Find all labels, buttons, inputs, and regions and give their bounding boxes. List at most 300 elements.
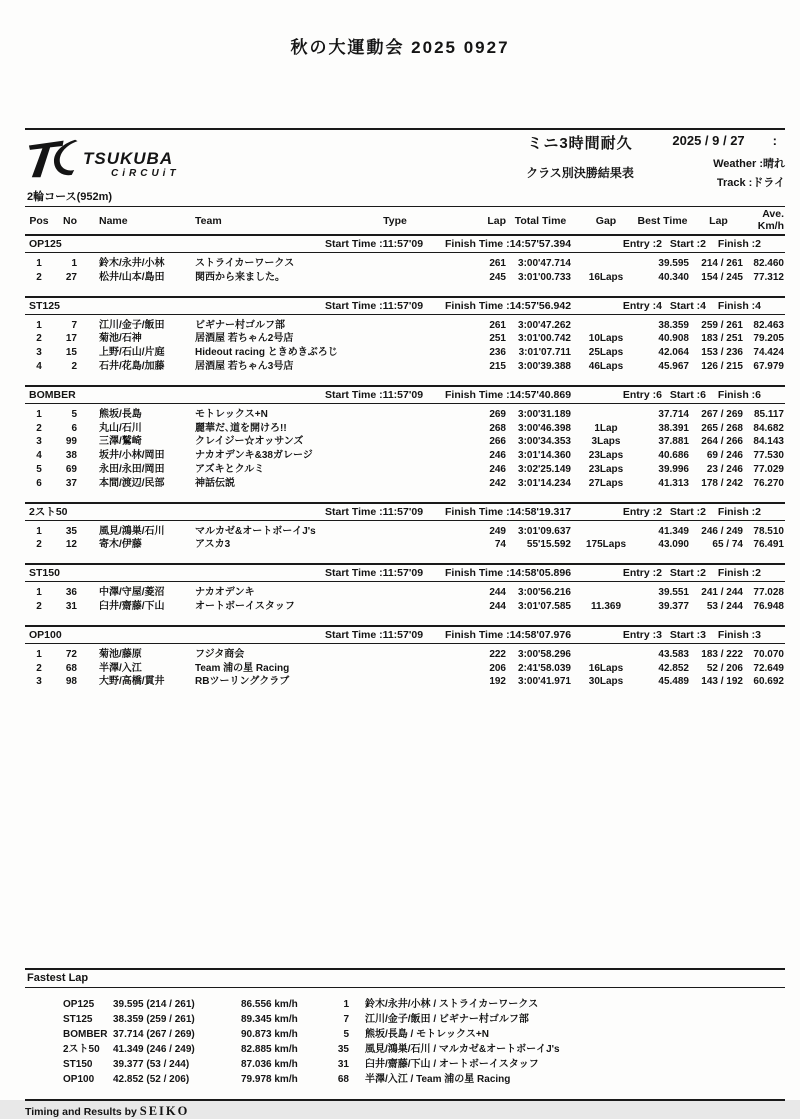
fl-class: 2スト50 — [63, 1044, 100, 1056]
cell-ave-kmh: 77.029 — [753, 463, 784, 475]
track-label: Track : — [716, 177, 753, 189]
col-best-time: Best Time — [637, 214, 688, 227]
cell-gap: 175Laps — [585, 539, 627, 551]
cell-pos: 1 — [36, 648, 42, 660]
cell-name: 寄木/伊藤 — [99, 539, 142, 551]
cell-best-lap: 153 / 236 — [701, 347, 743, 359]
entry-count: Entry :2 — [622, 505, 662, 518]
cell-pos: 2 — [36, 600, 42, 612]
cell-pos: 2 — [36, 271, 42, 283]
cell-type — [325, 319, 465, 333]
cell-ave-kmh: 82.463 — [753, 319, 784, 331]
cell-best-lap: 267 / 269 — [701, 408, 743, 420]
fl-entry: 鈴木/永井/小林 / ストライカーワークス — [365, 999, 539, 1011]
result-row — [25, 477, 785, 491]
cell-gap: 11.369 — [590, 600, 622, 612]
cell-ave-kmh: 76.270 — [753, 477, 784, 489]
cell-team: アスカ3 — [195, 539, 231, 551]
cell-lap: 222 — [489, 648, 506, 660]
cell-best-lap: 154 / 245 — [701, 271, 743, 283]
cell-type — [325, 422, 465, 436]
cell-no: 31 — [65, 600, 77, 612]
cell-type — [325, 449, 465, 463]
cell-no: 68 — [65, 662, 77, 674]
cell-lap: 246 — [489, 463, 506, 475]
cell-total-time: 3:01'09.637 — [518, 525, 571, 537]
class-name: OP100 — [29, 628, 62, 641]
cell-team: ナカオデンキ&38ガレージ — [195, 450, 313, 462]
cell-best-time: 43.090 — [658, 539, 689, 551]
cell-type — [325, 346, 465, 360]
cell-best-time: 43.583 — [658, 648, 689, 660]
start-time: Start Time :11:57'09 — [325, 628, 424, 641]
class-section-header — [25, 627, 785, 644]
weather-value: 晴れ — [763, 158, 785, 170]
cell-best-time: 39.551 — [658, 587, 689, 599]
cell-lap: 268 — [489, 422, 506, 434]
cell-best-time: 42.064 — [658, 347, 689, 359]
cell-type — [325, 648, 465, 662]
cell-type — [325, 662, 465, 676]
cell-gap: 25Laps — [588, 347, 624, 359]
start-count: Start :6 — [669, 388, 706, 401]
section-rows — [25, 521, 785, 564]
cell-name: 三澤/鷲崎 — [99, 436, 142, 448]
fl-entry: 風見/鴻巣/石川 / マルカゼ&オートボーイJ's — [365, 1044, 560, 1056]
class-section — [25, 296, 785, 385]
track-value: ドライ — [752, 177, 785, 189]
cell-gap: 16Laps — [588, 271, 624, 283]
cell-team: Hideout racing ときめきぶろじ — [195, 347, 338, 359]
class-section — [25, 385, 785, 502]
cell-no: 17 — [65, 333, 77, 345]
cell-total-time: 3:00'41.971 — [518, 676, 571, 688]
fl-entry: 半澤/入江 / Team 浦の星 Racing — [365, 1074, 511, 1086]
cell-name: 永田/永田/岡田 — [99, 463, 165, 475]
cell-best-time: 42.852 — [658, 662, 689, 674]
cell-total-time: 3:00'31.189 — [518, 408, 571, 420]
cell-lap: 244 — [489, 587, 506, 599]
fl-speed: 79.978 km/h — [241, 1074, 298, 1086]
fl-speed: 89.345 km/h — [241, 1014, 298, 1026]
col-name: Name — [99, 214, 128, 227]
fl-time: 38.359 (259 / 261) — [113, 1014, 195, 1026]
cell-total-time: 3:00'34.353 — [518, 436, 571, 448]
cell-name: 江川/金子/飯田 — [99, 319, 165, 331]
cell-ave-kmh: 84.143 — [753, 436, 784, 448]
fl-no: 68 — [337, 1074, 349, 1086]
cell-best-lap: 183 / 251 — [701, 333, 743, 345]
cell-gap: 23Laps — [588, 463, 624, 475]
result-row — [25, 463, 785, 477]
footer-text: Timing and Results by — [25, 1106, 140, 1119]
result-row — [25, 675, 785, 689]
cell-pos: 2 — [36, 333, 42, 345]
cell-pos: 3 — [36, 436, 42, 448]
tsukuba-circuit-logo-icon — [27, 137, 79, 184]
start-time: Start Time :11:57'09 — [325, 388, 424, 401]
cell-ave-kmh: 82.460 — [753, 258, 784, 269]
result-row — [25, 319, 785, 333]
cell-name: 松井/山本/島田 — [99, 271, 165, 283]
cell-team: マルカゼ&オートボーイJ's — [195, 525, 316, 537]
cell-ave-kmh: 77.530 — [753, 450, 784, 462]
cell-lap: 206 — [489, 662, 506, 674]
cell-team: RBツーリングクラブ — [195, 676, 290, 688]
cell-pos: 1 — [36, 587, 42, 599]
start-time: Start Time :11:57'09 — [325, 238, 424, 250]
fl-entry: 臼井/齋藤/下山 / オートボーイスタッフ — [365, 1059, 539, 1071]
cell-name: 半澤/入江 — [99, 662, 142, 674]
entry-count: Entry :2 — [622, 238, 662, 250]
col-no: No — [63, 214, 77, 227]
cell-lap: 245 — [489, 271, 506, 283]
cell-pos: 1 — [36, 258, 42, 269]
cell-best-time: 45.489 — [658, 676, 689, 688]
cell-no: 99 — [65, 436, 77, 448]
event-date: 2025 / 9 / 27 — [672, 133, 745, 148]
col-total-time: Total Time — [514, 214, 567, 227]
results-table-header — [25, 206, 785, 236]
cell-total-time: 3:00'58.296 — [518, 648, 571, 660]
cell-no: 36 — [65, 587, 77, 599]
cell-type — [325, 360, 465, 374]
finish-time: Finish Time :14:57'57.394 — [445, 238, 572, 250]
cell-type — [325, 477, 465, 491]
section-rows — [25, 644, 785, 700]
fastest-lap-row — [63, 1042, 785, 1057]
finish-time: Finish Time :14:58'19.317 — [445, 505, 572, 518]
cell-total-time: 3:00'56.216 — [518, 587, 571, 599]
finish-time: Finish Time :14:57'40.869 — [445, 388, 572, 401]
entry-count: Entry :2 — [622, 567, 662, 580]
cell-total-time: 3:00'46.398 — [518, 422, 571, 434]
fl-time: 41.349 (246 / 249) — [113, 1044, 195, 1056]
cell-best-lap: 53 / 244 — [706, 600, 743, 612]
fl-speed: 87.036 km/h — [241, 1059, 298, 1071]
cell-name: 臼井/齋藤/下山 — [99, 600, 165, 612]
fl-speed: 90.873 km/h — [241, 1029, 298, 1041]
cell-gap: 27Laps — [588, 477, 624, 489]
cell-total-time: 3:01'14.360 — [518, 450, 571, 462]
cell-no: 38 — [65, 450, 77, 462]
cell-no: 6 — [71, 422, 77, 434]
col-lap: Lap — [487, 214, 506, 227]
fl-time: 42.852 (52 / 206) — [113, 1074, 190, 1086]
start-count: Start :3 — [669, 628, 706, 641]
cell-best-lap: 23 / 246 — [706, 463, 743, 475]
document-content — [25, 128, 785, 1119]
cell-ave-kmh: 79.205 — [753, 333, 784, 345]
cell-lap: 74 — [494, 539, 506, 551]
section-rows — [25, 253, 785, 296]
cell-lap: 192 — [489, 676, 506, 688]
class-name: BOMBER — [29, 388, 76, 401]
cell-ave-kmh: 70.070 — [753, 648, 784, 660]
fl-class: OP100 — [63, 1074, 95, 1086]
fl-time: 39.377 (53 / 244) — [113, 1059, 190, 1071]
cell-best-lap: 264 / 266 — [701, 436, 743, 448]
cell-best-time: 39.377 — [658, 600, 689, 612]
cell-no: 37 — [65, 477, 77, 489]
cell-name: 熊坂/長島 — [99, 408, 142, 420]
cell-type — [325, 435, 465, 449]
cell-gap — [576, 648, 636, 662]
result-row — [25, 360, 785, 374]
result-row — [25, 525, 785, 539]
event-time-placeholder: : — [772, 133, 777, 148]
cell-ave-kmh: 77.028 — [753, 587, 784, 599]
logo-name-bottom: CiRCUiT — [111, 168, 180, 179]
fl-entry: 江川/金子/飯田 / ビギナー村ゴルフ部 — [365, 1014, 529, 1026]
cell-best-time: 38.359 — [658, 319, 689, 331]
cell-team: オートボーイスタッフ — [195, 600, 295, 612]
start-count: Start :4 — [669, 299, 706, 312]
fl-speed: 82.885 km/h — [241, 1044, 298, 1056]
cell-name: 中澤/守屋/菱沼 — [99, 587, 165, 599]
cell-team: 関西から来ました。 — [195, 271, 285, 283]
col-ave-kmh: Ave. Km/h — [757, 207, 784, 232]
cell-total-time: 3:01'00.733 — [518, 271, 571, 283]
cell-pos: 1 — [36, 408, 42, 420]
class-name: ST125 — [29, 299, 60, 312]
finish-time: Finish Time :14:57'56.942 — [445, 299, 572, 312]
cell-total-time: 3:00'39.388 — [518, 360, 571, 372]
cell-team: クレイジー☆オッサンズ — [195, 436, 304, 448]
cell-pos: 1 — [36, 319, 42, 331]
cell-best-lap: 143 / 192 — [701, 676, 743, 688]
fl-class: ST125 — [63, 1014, 93, 1026]
cell-gap — [576, 525, 636, 539]
class-section-header — [25, 236, 785, 253]
cell-best-time: 45.967 — [658, 360, 689, 372]
cell-lap: 242 — [489, 477, 506, 489]
cell-ave-kmh: 76.491 — [753, 539, 784, 551]
class-name: ST150 — [29, 567, 60, 580]
section-rows — [25, 404, 785, 502]
cell-ave-kmh: 85.117 — [753, 408, 784, 420]
start-time: Start Time :11:57'09 — [325, 567, 424, 580]
cell-total-time: 2:41'58.039 — [518, 662, 571, 674]
cell-team: 麗華だ､道を開けろ!! — [195, 422, 287, 434]
cell-best-lap: 259 / 261 — [701, 319, 743, 331]
sections — [25, 236, 785, 700]
cell-name: 坂井/小林/岡田 — [99, 450, 165, 462]
cell-team: ビギナー村ゴルフ部 — [195, 319, 285, 331]
result-row — [25, 422, 785, 436]
cell-pos: 2 — [36, 662, 42, 674]
cell-ave-kmh: 78.510 — [753, 525, 784, 537]
cell-pos: 1 — [36, 525, 42, 537]
cell-type — [325, 525, 465, 539]
cell-no: 5 — [71, 408, 77, 420]
cell-type — [325, 675, 465, 689]
cell-name: 風見/鴻巣/石川 — [99, 525, 165, 537]
fl-no: 7 — [343, 1014, 349, 1026]
cell-best-lap: 69 / 246 — [706, 450, 743, 462]
cell-team: Team 浦の星 Racing — [195, 662, 290, 674]
cell-no: 12 — [65, 539, 77, 551]
cell-team: 神話伝説 — [195, 477, 235, 489]
cell-type — [325, 463, 465, 477]
cell-best-time: 40.340 — [658, 271, 689, 283]
entry-count: Entry :4 — [622, 299, 662, 312]
cell-gap — [576, 408, 636, 422]
result-row — [25, 271, 785, 285]
start-time: Start Time :11:57'09 — [325, 299, 424, 312]
cell-best-time: 39.996 — [658, 463, 689, 475]
cell-pos: 2 — [36, 422, 42, 434]
cell-best-time: 37.881 — [658, 436, 689, 448]
cell-lap: 244 — [489, 600, 506, 612]
cell-total-time: 3:01'07.585 — [518, 600, 571, 612]
class-section-header — [25, 504, 785, 521]
result-row — [25, 538, 785, 552]
fl-speed: 86.556 km/h — [241, 999, 298, 1011]
fastest-lap-row — [63, 1057, 785, 1072]
result-row — [25, 600, 785, 614]
cell-best-time: 40.686 — [658, 450, 689, 462]
cell-team: ナカオデンキ — [195, 587, 255, 599]
class-section — [25, 625, 785, 700]
cell-type — [325, 408, 465, 422]
entry-count: Entry :6 — [622, 388, 662, 401]
cell-type — [325, 586, 465, 600]
cell-ave-kmh: 76.948 — [753, 600, 784, 612]
cell-total-time: 3:01'07.711 — [518, 347, 571, 359]
cell-lap: 266 — [489, 436, 506, 448]
col-pos: Pos — [29, 214, 49, 227]
class-section — [25, 236, 785, 296]
weather-label: Weather : — [713, 158, 763, 170]
result-row — [25, 332, 785, 346]
fastest-lap-rows — [25, 988, 785, 1099]
cell-team: 居酒屋 若ちゃん2号店 — [195, 333, 294, 345]
section-rows — [25, 582, 785, 625]
col-best-lap: Lap — [709, 214, 728, 227]
cell-name: 鈴木/永井/小林 — [99, 258, 165, 269]
finish-time: Finish Time :14:58'07.976 — [445, 628, 572, 641]
finish-count: Finish :4 — [717, 299, 761, 312]
fl-class: ST150 — [63, 1059, 93, 1071]
cell-ave-kmh: 60.692 — [753, 676, 784, 688]
fl-time: 39.595 (214 / 261) — [113, 999, 195, 1011]
cell-name: 上野/石山/片庭 — [99, 347, 165, 359]
result-row — [25, 257, 785, 271]
cell-no: 69 — [65, 463, 77, 475]
cell-ave-kmh: 77.312 — [753, 271, 784, 283]
cell-type — [325, 600, 465, 614]
circuit-logo — [27, 137, 180, 204]
cell-pos: 4 — [36, 450, 42, 462]
cell-best-time: 40.908 — [658, 333, 689, 345]
footer — [25, 1104, 785, 1119]
cell-best-lap: 52 / 206 — [706, 662, 743, 674]
cell-pos: 3 — [36, 676, 42, 688]
cell-team: ストライカーワークス — [195, 258, 295, 269]
fl-no: 35 — [337, 1044, 349, 1056]
result-row — [25, 408, 785, 422]
cell-best-time: 41.313 — [658, 477, 689, 489]
cell-lap: 249 — [489, 525, 506, 537]
class-name: 2スト50 — [29, 505, 68, 518]
logo-text — [83, 137, 180, 179]
logo-name-top: TSUKUBA — [83, 149, 174, 168]
cell-gap: 30Laps — [588, 676, 624, 688]
result-row — [25, 662, 785, 676]
cell-no: 15 — [65, 347, 77, 359]
cell-best-time: 39.595 — [658, 258, 689, 269]
col-gap: Gap — [595, 214, 617, 227]
cell-gap: 1Lap — [594, 422, 618, 434]
fastest-lap-title: Fastest Lap — [25, 970, 785, 988]
cell-pos: 5 — [36, 463, 42, 475]
course-label: 2輪コース(952m) — [27, 191, 113, 203]
start-time: Start Time :11:57'09 — [325, 505, 424, 518]
class-name: OP125 — [29, 238, 62, 250]
cell-no: 1 — [71, 258, 77, 269]
cell-pos: 3 — [36, 347, 42, 359]
start-count: Start :2 — [669, 505, 706, 518]
finish-count: Finish :2 — [717, 505, 761, 518]
masthead — [25, 130, 785, 206]
cell-total-time: 3:01'14.234 — [518, 477, 571, 489]
finish-count: Finish :2 — [717, 238, 761, 250]
cell-gap: 16Laps — [588, 662, 624, 674]
weather-row — [555, 155, 785, 171]
fastest-lap-row — [63, 1012, 785, 1027]
cell-no: 27 — [65, 271, 77, 283]
event-info — [555, 133, 785, 190]
cell-pos: 6 — [36, 477, 42, 489]
class-section — [25, 502, 785, 564]
result-row — [25, 435, 785, 449]
track-row — [555, 174, 785, 190]
result-row — [25, 648, 785, 662]
cell-ave-kmh: 67.979 — [753, 360, 784, 372]
class-section — [25, 563, 785, 625]
cell-total-time: 3:02'25.149 — [518, 463, 571, 475]
fastest-lap-row — [63, 1027, 785, 1042]
fl-no: 1 — [343, 999, 349, 1011]
fl-time: 37.714 (267 / 269) — [113, 1029, 195, 1041]
class-section-header — [25, 565, 785, 582]
cell-name: 石井/花島/加藤 — [99, 360, 165, 372]
col-type: Type — [383, 214, 407, 227]
col-team: Team — [195, 214, 222, 227]
cell-name: 本間/渡辺/民部 — [99, 477, 165, 489]
event-subtitle: クラス別決勝結果表 — [526, 166, 634, 180]
cell-no: 7 — [71, 319, 77, 331]
cell-gap: 23Laps — [588, 450, 624, 462]
cell-name: 菊池/石神 — [99, 333, 142, 345]
cell-lap: 246 — [489, 450, 506, 462]
cell-best-time: 41.349 — [658, 525, 689, 537]
cell-gap: 3Laps — [591, 436, 621, 448]
cell-gap: 10Laps — [588, 333, 624, 345]
entry-count: Entry :3 — [622, 628, 662, 641]
cell-no: 35 — [65, 525, 77, 537]
cell-lap: 269 — [489, 408, 506, 420]
fastest-lap-row — [63, 1072, 785, 1087]
cell-lap: 236 — [489, 347, 506, 359]
cell-type — [325, 257, 465, 271]
start-count: Start :2 — [669, 567, 706, 580]
cell-pos: 2 — [36, 539, 42, 551]
event-title: ミニ3時間耐久 — [527, 135, 633, 152]
cell-lap: 215 — [489, 360, 506, 372]
cell-best-lap: 183 / 222 — [701, 648, 743, 660]
